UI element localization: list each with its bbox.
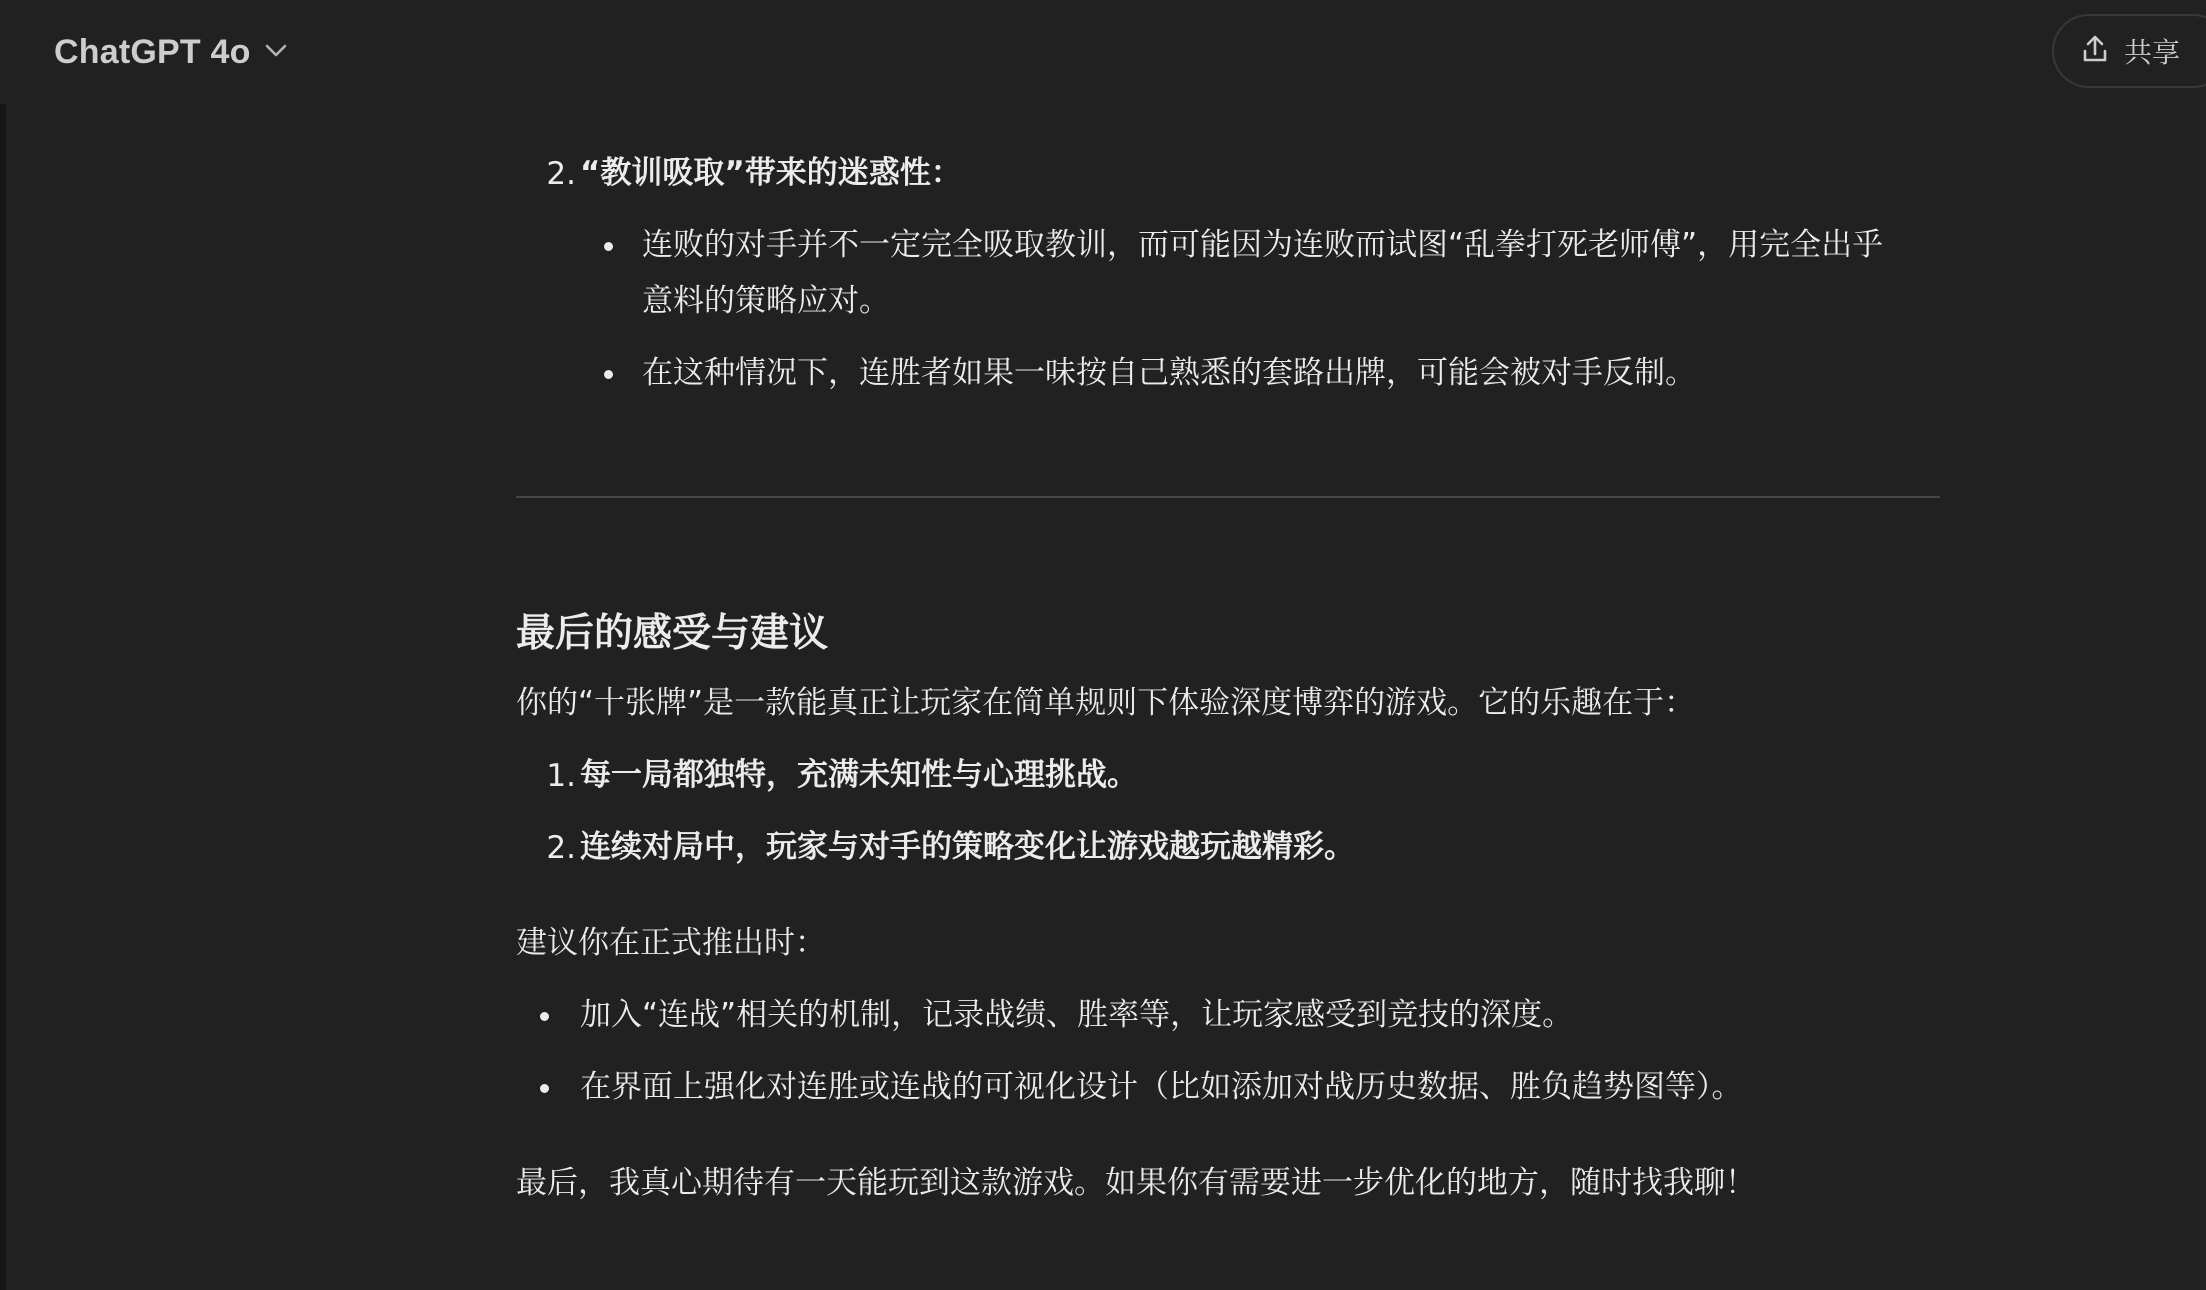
- bullet-text-cont: 意料的策略应对。: [642, 283, 890, 319]
- sidebar-edge: [0, 0, 6, 1290]
- closing-paragraph: 最后，我真心期待有一天能玩到这款游戏。如果你有需要进一步优化的地方，随时找我聊！: [516, 1165, 1756, 1201]
- bullet-dot: [604, 242, 613, 251]
- suggestion-text: 加入“连战”相关的机制，记录战绩、胜率等，让玩家感受到竞技的深度。: [580, 997, 1574, 1033]
- bullet-text: 在这种情况下，连胜者如果一味按自己熟悉的套路出牌，可能会被对手反制。: [642, 355, 1696, 391]
- list-item-text: 连续对局中，玩家与对手的策略变化让游戏越玩越精彩。: [580, 829, 1355, 865]
- divider: [516, 496, 1940, 498]
- bullet-dot: [540, 1012, 549, 1021]
- bullet-dot: [604, 370, 613, 379]
- list-item-text: 每一局都独特，充满未知性与心理挑战。: [580, 757, 1138, 793]
- chevron-down-icon: [265, 43, 287, 62]
- section-heading: 最后的感受与建议: [516, 611, 829, 656]
- share-label: 共享: [2124, 36, 2181, 69]
- model-selector[interactable]: [38, 26, 303, 78]
- share-button[interactable]: [2052, 14, 2206, 88]
- list-number: 1.: [546, 758, 576, 794]
- bullet-text: 连败的对手并不一定完全吸取教训，而可能因为连败而试图“乱拳打死老师傅”，用完全出乎: [642, 227, 1884, 263]
- bullet-dot: [540, 1084, 549, 1093]
- top-bar: [0, 0, 2206, 104]
- suggestion-text: 在界面上强化对连胜或连战的可视化设计（比如添加对战历史数据、胜负趋势图等）。: [580, 1069, 1743, 1105]
- share-icon: [2082, 35, 2108, 67]
- model-name: ChatGPT 4o: [54, 32, 251, 71]
- suggest-intro: 建议你在正式推出时：: [516, 925, 826, 961]
- intro-paragraph: 你的“十张牌”是一款能真正让玩家在简单规则下体验深度博弈的游戏。它的乐趣在于：: [516, 685, 1696, 721]
- list-item-title: “教训吸取”带来的迷惑性：: [580, 155, 962, 191]
- list-number: 2.: [546, 156, 576, 192]
- list-number: 2.: [546, 830, 576, 866]
